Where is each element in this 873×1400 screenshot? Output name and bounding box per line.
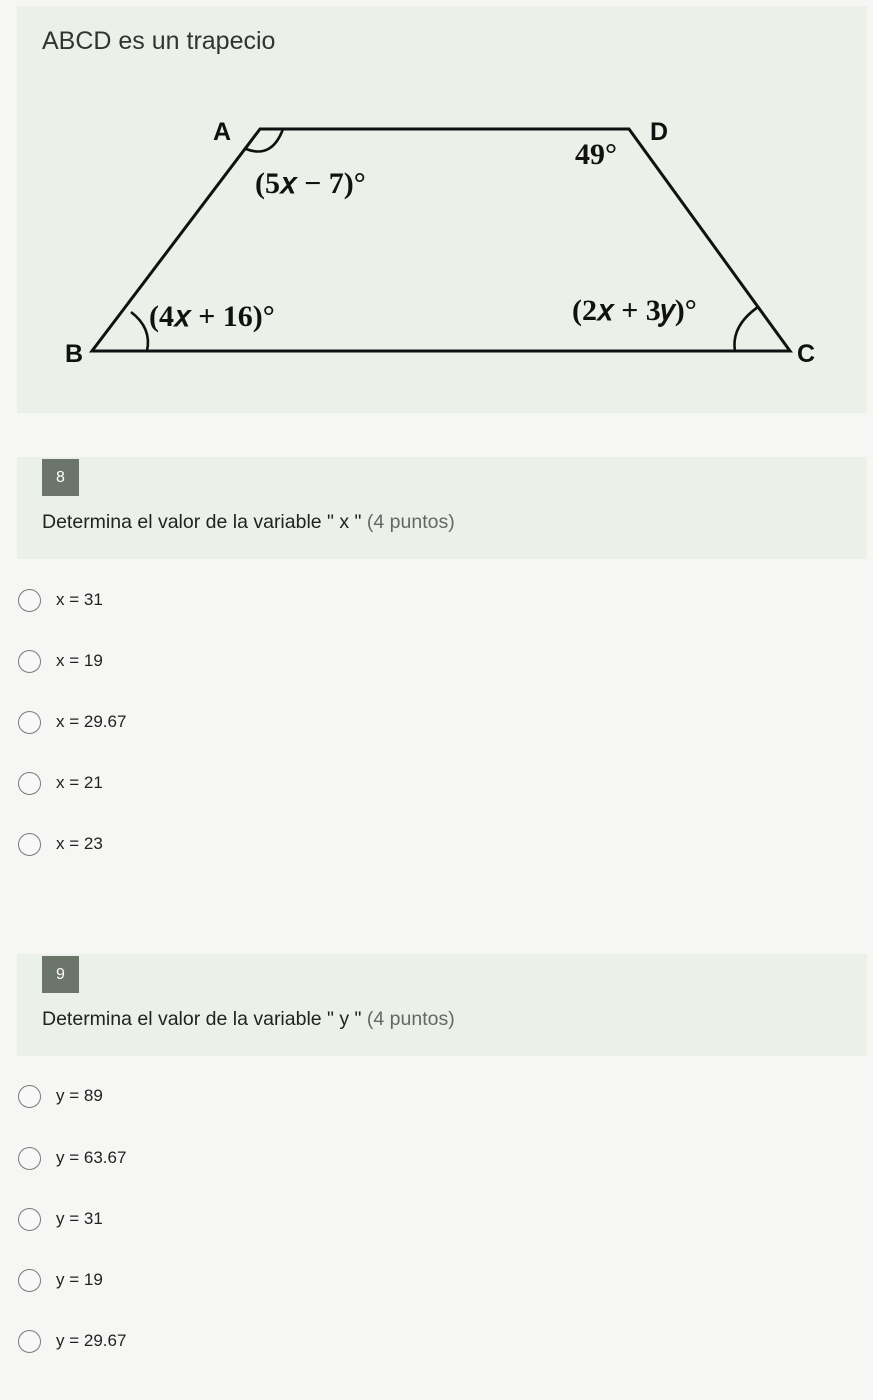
radio-button[interactable]: [18, 589, 41, 612]
trapezoid-figure: [17, 6, 867, 413]
option-q8-1[interactable]: [18, 585, 103, 615]
option-q9-5[interactable]: [18, 1326, 126, 1356]
vertex-label-a: A: [213, 118, 232, 146]
option-q9-2[interactable]: [18, 1143, 126, 1173]
option-label: y = 89: [56, 1086, 103, 1105]
angle-label-c: (2𝑥 + 3𝑦)°: [572, 294, 697, 327]
radio-button[interactable]: [18, 1330, 41, 1353]
question-text: [42, 511, 455, 534]
radio-button[interactable]: [18, 711, 41, 734]
figure-card: [17, 6, 867, 413]
option-q8-5[interactable]: [18, 829, 103, 859]
question-prompt: Determina el valor de la variable " y ": [42, 1008, 362, 1030]
vertex-label-c: C: [797, 340, 816, 368]
radio-button[interactable]: [18, 1147, 41, 1170]
radio-button[interactable]: [18, 1269, 41, 1292]
option-label: y = 31: [56, 1209, 103, 1228]
option-label: y = 29.67: [56, 1331, 127, 1350]
option-label: x = 23: [56, 834, 103, 853]
question-card-8: [17, 457, 867, 559]
angle-label-a: (5𝑥 − 7)°: [255, 167, 366, 200]
question-points: (4 puntos): [366, 1008, 455, 1030]
question-card-9: [17, 954, 867, 1056]
angle-arc-c: [734, 307, 758, 351]
question-number: 9: [42, 956, 79, 993]
radio-button[interactable]: [18, 772, 41, 795]
option-q8-2[interactable]: [18, 646, 103, 676]
radio-button[interactable]: [18, 650, 41, 673]
option-label: x = 19: [56, 651, 103, 670]
question-points: (4 puntos): [366, 511, 455, 533]
angle-label-b: (4𝑥 + 16)°: [149, 300, 275, 333]
option-q9-4[interactable]: [18, 1265, 103, 1295]
option-label: x = 31: [56, 590, 103, 609]
option-label: y = 19: [56, 1270, 103, 1289]
radio-button[interactable]: [18, 833, 41, 856]
angle-label-d: 49°: [575, 138, 617, 171]
question-text: [42, 1008, 455, 1031]
vertex-label-d: D: [650, 118, 669, 146]
option-label: y = 63.67: [56, 1148, 127, 1167]
vertex-label-b: B: [65, 340, 84, 368]
option-q9-1[interactable]: [18, 1081, 103, 1111]
option-label: x = 21: [56, 773, 103, 792]
option-q8-4[interactable]: [18, 768, 103, 798]
option-q9-3[interactable]: [18, 1204, 103, 1234]
option-q8-3[interactable]: [18, 707, 126, 737]
radio-button[interactable]: [18, 1085, 41, 1108]
option-label: x = 29.67: [56, 712, 127, 731]
question-number: 8: [42, 459, 79, 496]
question-prompt: Determina el valor de la variable " x ": [42, 511, 362, 533]
radio-button[interactable]: [18, 1208, 41, 1231]
angle-arc-b: [131, 312, 148, 351]
figure-title: ABCD es un trapecio: [42, 27, 276, 55]
